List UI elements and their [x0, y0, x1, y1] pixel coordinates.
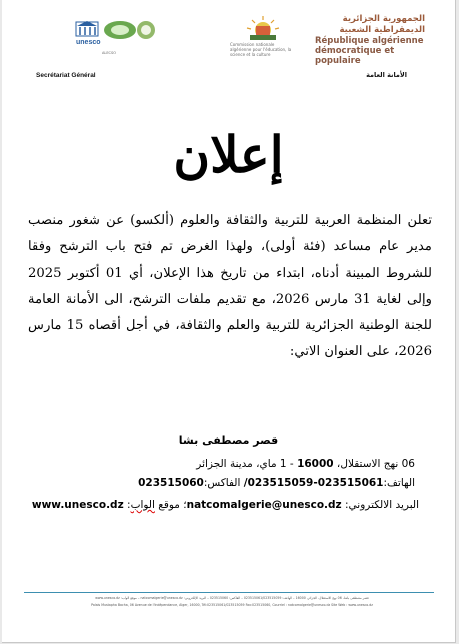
republic-header: [315, 14, 425, 66]
republic-ar-line1: الجمهورية الجزائرية: [342, 14, 425, 24]
address-phone: [15, 477, 415, 489]
website-colon: :: [123, 499, 131, 511]
unesco-alecso-logo-icon: [74, 18, 162, 40]
website-link[interactable]: www.unesco.dz: [31, 499, 124, 511]
email-label: البريد الالكتروني:: [341, 499, 419, 511]
sun-emblem-icon: [230, 14, 296, 42]
secretariat-fr: Secrétariat Général: [36, 72, 96, 79]
republic-fr-line2: démocratique et populaire: [315, 46, 395, 66]
announcement-title: إعلان: [173, 125, 284, 184]
republic-ar-line2: الديمقراطية الشعبية: [339, 25, 425, 35]
commission-caption: Commission nationale algérienne pour l'éducation, la science et la culture: [230, 42, 292, 57]
email-link[interactable]: natcomalgerie@unesco.dz: [186, 499, 342, 511]
document-page: [2, 0, 456, 643]
fax-number: 023515060: [138, 477, 204, 489]
street-suffix: - 1 ماي، مدينة الجزائر: [196, 458, 298, 470]
partner-logos: [74, 18, 162, 56]
secretariat-ar: الأمانة العامة: [366, 71, 407, 79]
unesco-label: unesco: [76, 39, 101, 46]
street-prefix: 06 نهج الاستقلال،: [333, 458, 415, 470]
fax-label: الفاكس:: [203, 477, 244, 489]
phone-numbers: 023515061-023515059/: [243, 477, 384, 489]
alecso-label: ALECSO: [102, 51, 116, 55]
website-label-word: الواب: [130, 499, 155, 511]
footer-line-ar: قصر مصطفى باشا، 06 نهج الاستقلال، الجزائر، 16000 – الهاتف: 023515061/023515059 – الفاكس: 023515060 – البريد الإلكتروني: natcomalgerie@unesco.dz – موقع الواب: www.unesco.dz: [95, 596, 369, 600]
republic-fr-line1: République algérienne: [315, 36, 424, 46]
commission-logo: [230, 14, 296, 57]
phone-label: الهاتف:: [383, 477, 415, 489]
address-web: [9, 499, 419, 511]
website-label: ؛ موقع: [154, 499, 187, 511]
footer-divider: [24, 592, 434, 593]
announcement-body: تعلن المنظمة العربية للتربية والثقافة والعلوم (ألكسو) عن شغور منصب مدير عام مساعد (فئة أولى)، ولهذا الغرض تم فتح باب الترشح وفقا للشروط المبينة أدناه، ابتداء من تاريخ هذا الإعلان، أي 01 أكتوبر 2025 وإلى لغاية 31 مارس 2026، مع تقديم ملفات الترشح، الى الأمانة العامة للجنة الوطنية الجزائرية للتربية والعلم والثقافة، في أجل أقصاه 15 مارس 2026، على العنوان الاتي:: [28, 213, 432, 360]
address-street: [15, 458, 415, 470]
footer-line-fr: Palais Mustapha Bacha, 06 Avenue de l'Indépendance, Alger, 16000, Tél:023515061/023515059 Fax:023515060, Courriel : natcomalgerie@unesco.dz Site Web : www.unesco.dz: [91, 603, 373, 607]
postal-code: 16000: [297, 458, 334, 470]
address-name: قصر مصطفى بشا: [178, 434, 279, 447]
